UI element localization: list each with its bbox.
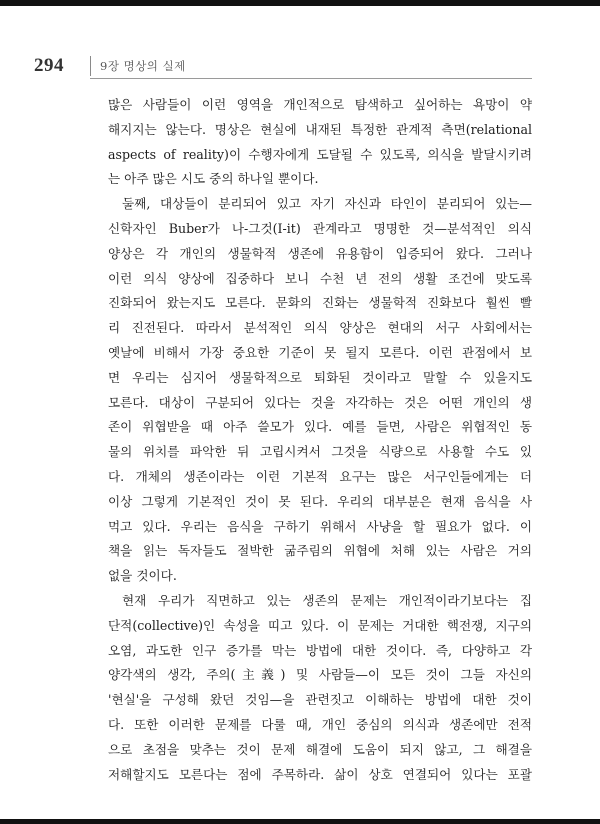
text-line: 면 우리는 심지어 생물학적으로 퇴화된 것이라고 말할 수 있을지도: [108, 369, 532, 385]
header-vertical-divider: [90, 56, 91, 76]
text-line: 오염, 과도한 인구 증가를 막는 방법에 대한 것이다. 즉, 다양하고 각: [108, 642, 532, 658]
text-line: 해지지는 않는다. 명상은 현실에 내재된 특정한 관계적 측면(relational: [108, 121, 532, 137]
text-line: '현실'을 구성해 왔던 것임—을 관련짓고 이해하는 방법에 대한 것이: [108, 692, 532, 708]
text-line: 단적(collective)인 속성을 띠고 있다. 이 문제는 거대한 핵전쟁, 지구의: [108, 617, 532, 633]
running-header: [0, 0, 600, 80]
text-line: 물의 위치를 파악한 뒤 고립시켜서 그것을 식량으로 사용할 수도 있: [108, 444, 532, 460]
page-number: 294: [34, 55, 64, 76]
text-line: 없을 것이다.: [108, 568, 177, 584]
text-line: 저해할지도 모른다는 점에 주목하라. 삶이 상호 연결되어 있다는 포괄: [108, 766, 532, 782]
chapter-title: 9장 명상의 실제: [100, 59, 186, 73]
text-line: 진화되어 왔는지도 모른다. 문화의 진화는 생물학적 진화보다 훨씬 빨: [108, 295, 532, 311]
text-line: aspects of reality)이 수행자에게 도달될 수 있도록, 의식을 발달시키려: [108, 146, 532, 162]
text-line: 으로 초점을 맞추는 것이 문제 해결에 도움이 되지 않고, 그 해결을: [108, 741, 532, 757]
text-line: 현재 우리가 직면하고 있는 생존의 문제는 개인적이라기보다는 집: [122, 592, 532, 608]
text-line: 이상 그렇게 기본적인 것이 못 된다. 우리의 대부분은 현재 음식을 사: [108, 493, 532, 509]
bottom-edge-bar: [0, 819, 600, 824]
text-line: 책을 읽는 독자들도 절박한 굶주림의 위협에 처해 있는 사람은 거의: [108, 543, 532, 559]
text-line: 많은 사람들이 이런 영역을 개인적으로 탐색하고 싶어하는 욕망이 약: [108, 97, 532, 112]
header-rule: [90, 78, 532, 79]
text-line: 양각색의 생각, 주의(主義) 및 사람들—이 모든 것이 그들 자신의: [108, 667, 532, 683]
text-line: 양상은 각 개인의 생물학적 생존에 유용함이 입증되어 왔다. 그러나: [108, 245, 532, 261]
body-text: [108, 93, 532, 787]
text-line: 둘째, 대상들이 분리되어 있고 자기 자신과 타인이 분리되어 있는—: [122, 196, 532, 212]
text-line: 옛날에 비해서 가장 중요한 기준이 못 될지 모른다. 이런 관점에서 보: [108, 344, 532, 360]
text-line: 는 아주 많은 시도 중의 하나일 뿐이다.: [108, 171, 319, 187]
text-line: 신학자인 Buber가 나-그것(I-it) 관계라고 명명한 것—분석적인 의식: [108, 220, 532, 236]
text-line: 모른다. 대상이 구분되어 있다는 것을 자각하는 것은 어떤 개인의 생: [108, 394, 532, 410]
text-line: 이런 의식 양상에 집중하다 보니 수천 년 전의 생활 조건에 맞도록: [108, 270, 532, 286]
text-line: 다. 개체의 생존이라는 이런 기본적 요구는 많은 서구인들에게는 더: [108, 468, 532, 484]
text-line: 다. 또한 이러한 문제를 다룰 때, 개인 중심의 의식과 생존에만 전적: [108, 716, 532, 732]
text-line: 존이 위협받을 때 아주 쓸모가 있다. 예를 들면, 사람은 위협적인 동: [108, 419, 532, 435]
text-line: 리 진전된다. 따라서 분석적인 의식 양상은 현대의 서구 사회에서는: [108, 320, 532, 336]
text-line: 먹고 있다. 우리는 음식을 구하기 위해서 사냥을 할 필요가 없다. 이: [108, 518, 532, 534]
